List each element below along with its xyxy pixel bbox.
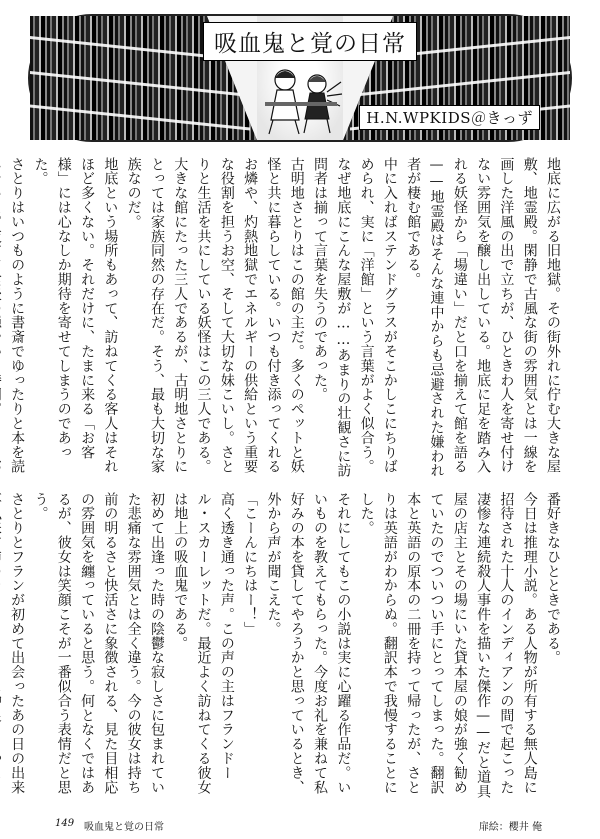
author-credit-box xyxy=(359,105,540,130)
paragraph: それにしてもこの小説は実に心躍る作品だ。いいものを教えてもらった。今度お礼を兼ねて私好みの本を貸してやろうかと思っているとき、外から声が聞こえた。 xyxy=(265,492,352,795)
text-block-lower xyxy=(9,492,564,804)
paragraph: 初めて出逢った時の陰鬱な寂しさに包まれていた悲痛な雰囲気とは全く違う。今の彼女は持ち前の明るさと快活さに象徴される、見た目相応の雰囲気を纏っていると思う。何となくではあるが、彼女は笑顔こそが一番似合う表情だと思う。 xyxy=(32,492,165,795)
paragraph: 番好きなひとときである。 xyxy=(545,492,561,665)
page-number: 149 xyxy=(55,818,75,829)
paragraph: さとりはいつものように書斎でゆったりと本を読 xyxy=(9,157,26,474)
characters-illustration xyxy=(257,62,343,138)
paragraph: 高く透き通った声。この声の主はフランドール・スカーレットだ。最近よく訪ねてくる彼女は地上の吸血鬼である。 xyxy=(172,492,235,795)
paragraph: 今日は推理小説。ある人物が所有する無人島に招待された十人のインディアンの間で起こった凄惨な連続殺人事件を描いた傑作——だと道具屋の店主とその場にいた貸本屋の娘が強く勧めていたのでついつい手にとってしまった。翻訳本と英語の原本の二冊を持って帰ったが、さとりは英語がわからぬ。翻訳本で我慢することにした。 xyxy=(358,492,538,799)
paragraph: さとりとフランが初めて出会ったあの日の出来 xyxy=(9,492,26,795)
story-title: 吸血鬼と覚の日常 xyxy=(214,31,406,57)
story-title-box xyxy=(203,22,417,61)
dialogue-line: 「こーんにちはー！」 xyxy=(242,492,259,636)
illustration-credit: 扉絵：櫻井 俺 xyxy=(478,822,542,833)
header-banner xyxy=(28,14,572,142)
page-footer xyxy=(0,818,600,834)
running-title: 吸血鬼と覚の日常 xyxy=(84,822,164,833)
text-block-upper xyxy=(9,157,564,479)
author-credit: H.N.WPKIDS＠きっず xyxy=(366,109,533,127)
paragraph: 地底に広がる旧地獄。その街外れに佇む大きな屋敷、地霊殿。閑静で古風な街の雰囲気とは一線を画した洋風の出で立ちが、ひときわ人を寄せ付けない雰囲気を醸し出している。地底に足を踏み入れる妖怪から「場違い」だと口を揃えて館を語る——地霊殿はそんな連中からも忌避された嫌われ者が棲む館である。 xyxy=(405,157,561,478)
paragraph: 中に入ればステンドグラスがそこかしこにちりばめられ、実に「洋館」という言葉がよく似合う。なぜ地底にこんな屋敷が……あまりの壮観さに訪問者は揃って言葉を失うのであった。 xyxy=(312,157,398,478)
paragraph: 地底という場所もあって、訪ねてくる客人はそれほど多くない。それだけに、たまに来る「お客様」には心なしか期待を寄せてしまうのであった。 xyxy=(32,157,119,474)
paragraph: 古明地さとりはこの館の主だ。多くのペットと妖怪と共に暮らしている。いつも付き添ってくれるお燐や、灼熱地獄でエネルギーの供給という重要な役割を担うお空、そして大切な妹こいし。さとりと生活を共にしている妖怪はこの三人である。大きな館にたった三人であるが、古明地さとりにとっては家族同然の存在だ。そう、最も大切な家族なのだ。 xyxy=(125,157,305,474)
